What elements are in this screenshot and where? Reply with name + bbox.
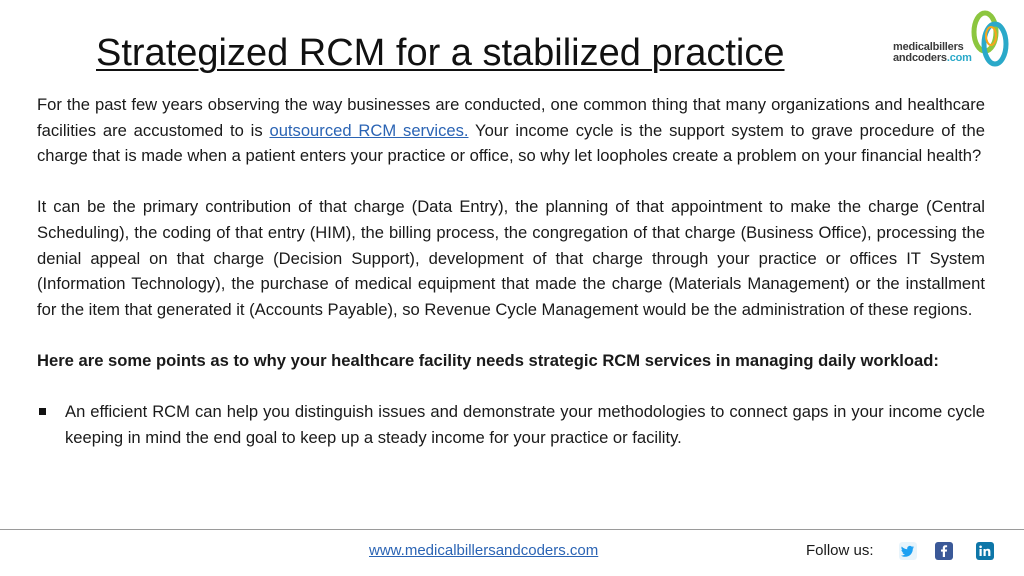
logo-wordmark (893, 42, 972, 64)
intro-text-end: Your income cycle is the support system to grave procedure of the charge that is made when a patient enters your practice or office, so why let loopholes create a problem on your financial health? (37, 120, 985, 166)
twitter-icon[interactable] (899, 542, 917, 560)
website-link[interactable]: www.medicalbillersandcoders.com (369, 542, 599, 559)
linkedin-glyph-icon (976, 542, 994, 560)
paragraph-points-heading: Here are some points as to why your healthcare facility needs strategic RCM services in managing daily workload: (37, 350, 939, 370)
facebook-glyph-icon (935, 542, 953, 560)
logo-line-2-suffix: .com (946, 52, 972, 64)
logo-line-2 (893, 53, 972, 64)
bullet-text: An efficient RCM can help you distinguish issues and demonstrate your methodologies to connect gaps in your income cycle keeping in mind the end goal to keep up a steady income for your practice or facility. (65, 402, 985, 447)
logo-line-2-main: andcoders (893, 52, 947, 64)
facebook-icon[interactable] (935, 542, 953, 560)
page-title: Strategized RCM for a stabilized practice (96, 32, 785, 74)
intro-text-start: For the past few years observing the way businesses are conducted, one common thing that many organizations and healthcare facilities are accustomed to is (37, 95, 985, 140)
bullet-list (37, 399, 985, 450)
linkedin-icon[interactable] (976, 542, 994, 560)
paragraph-intro (37, 92, 985, 169)
list-item (37, 399, 985, 450)
outsourced-rcm-link[interactable]: outsourced RCM services. (269, 120, 469, 140)
main-content (37, 92, 985, 450)
logo-mark-icon (971, 10, 1011, 70)
follow-us-label: Follow us: (806, 542, 874, 559)
company-logo[interactable] (893, 10, 1013, 74)
logo-line-1: medicalbillers (893, 41, 964, 53)
bullet-square-icon (39, 408, 46, 415)
paragraph-details: It can be the primary contribution of that charge (Data Entry), the planning of that appointment to make the charge (Central Scheduling), the coding of that entry (HIM), the billing process, the congregation of that charge (Business Office), processing the denial appeal on that charge (Decision Support), development of that charge through your practice or offices IT System (Information Technology), the purchase of medical equipment that made the charge (Materials Management) or the installment for the item that generated it (Accounts Payable), so Revenue Cycle Management would be the administration of these regions. (37, 197, 985, 319)
footer-divider (0, 529, 1024, 530)
